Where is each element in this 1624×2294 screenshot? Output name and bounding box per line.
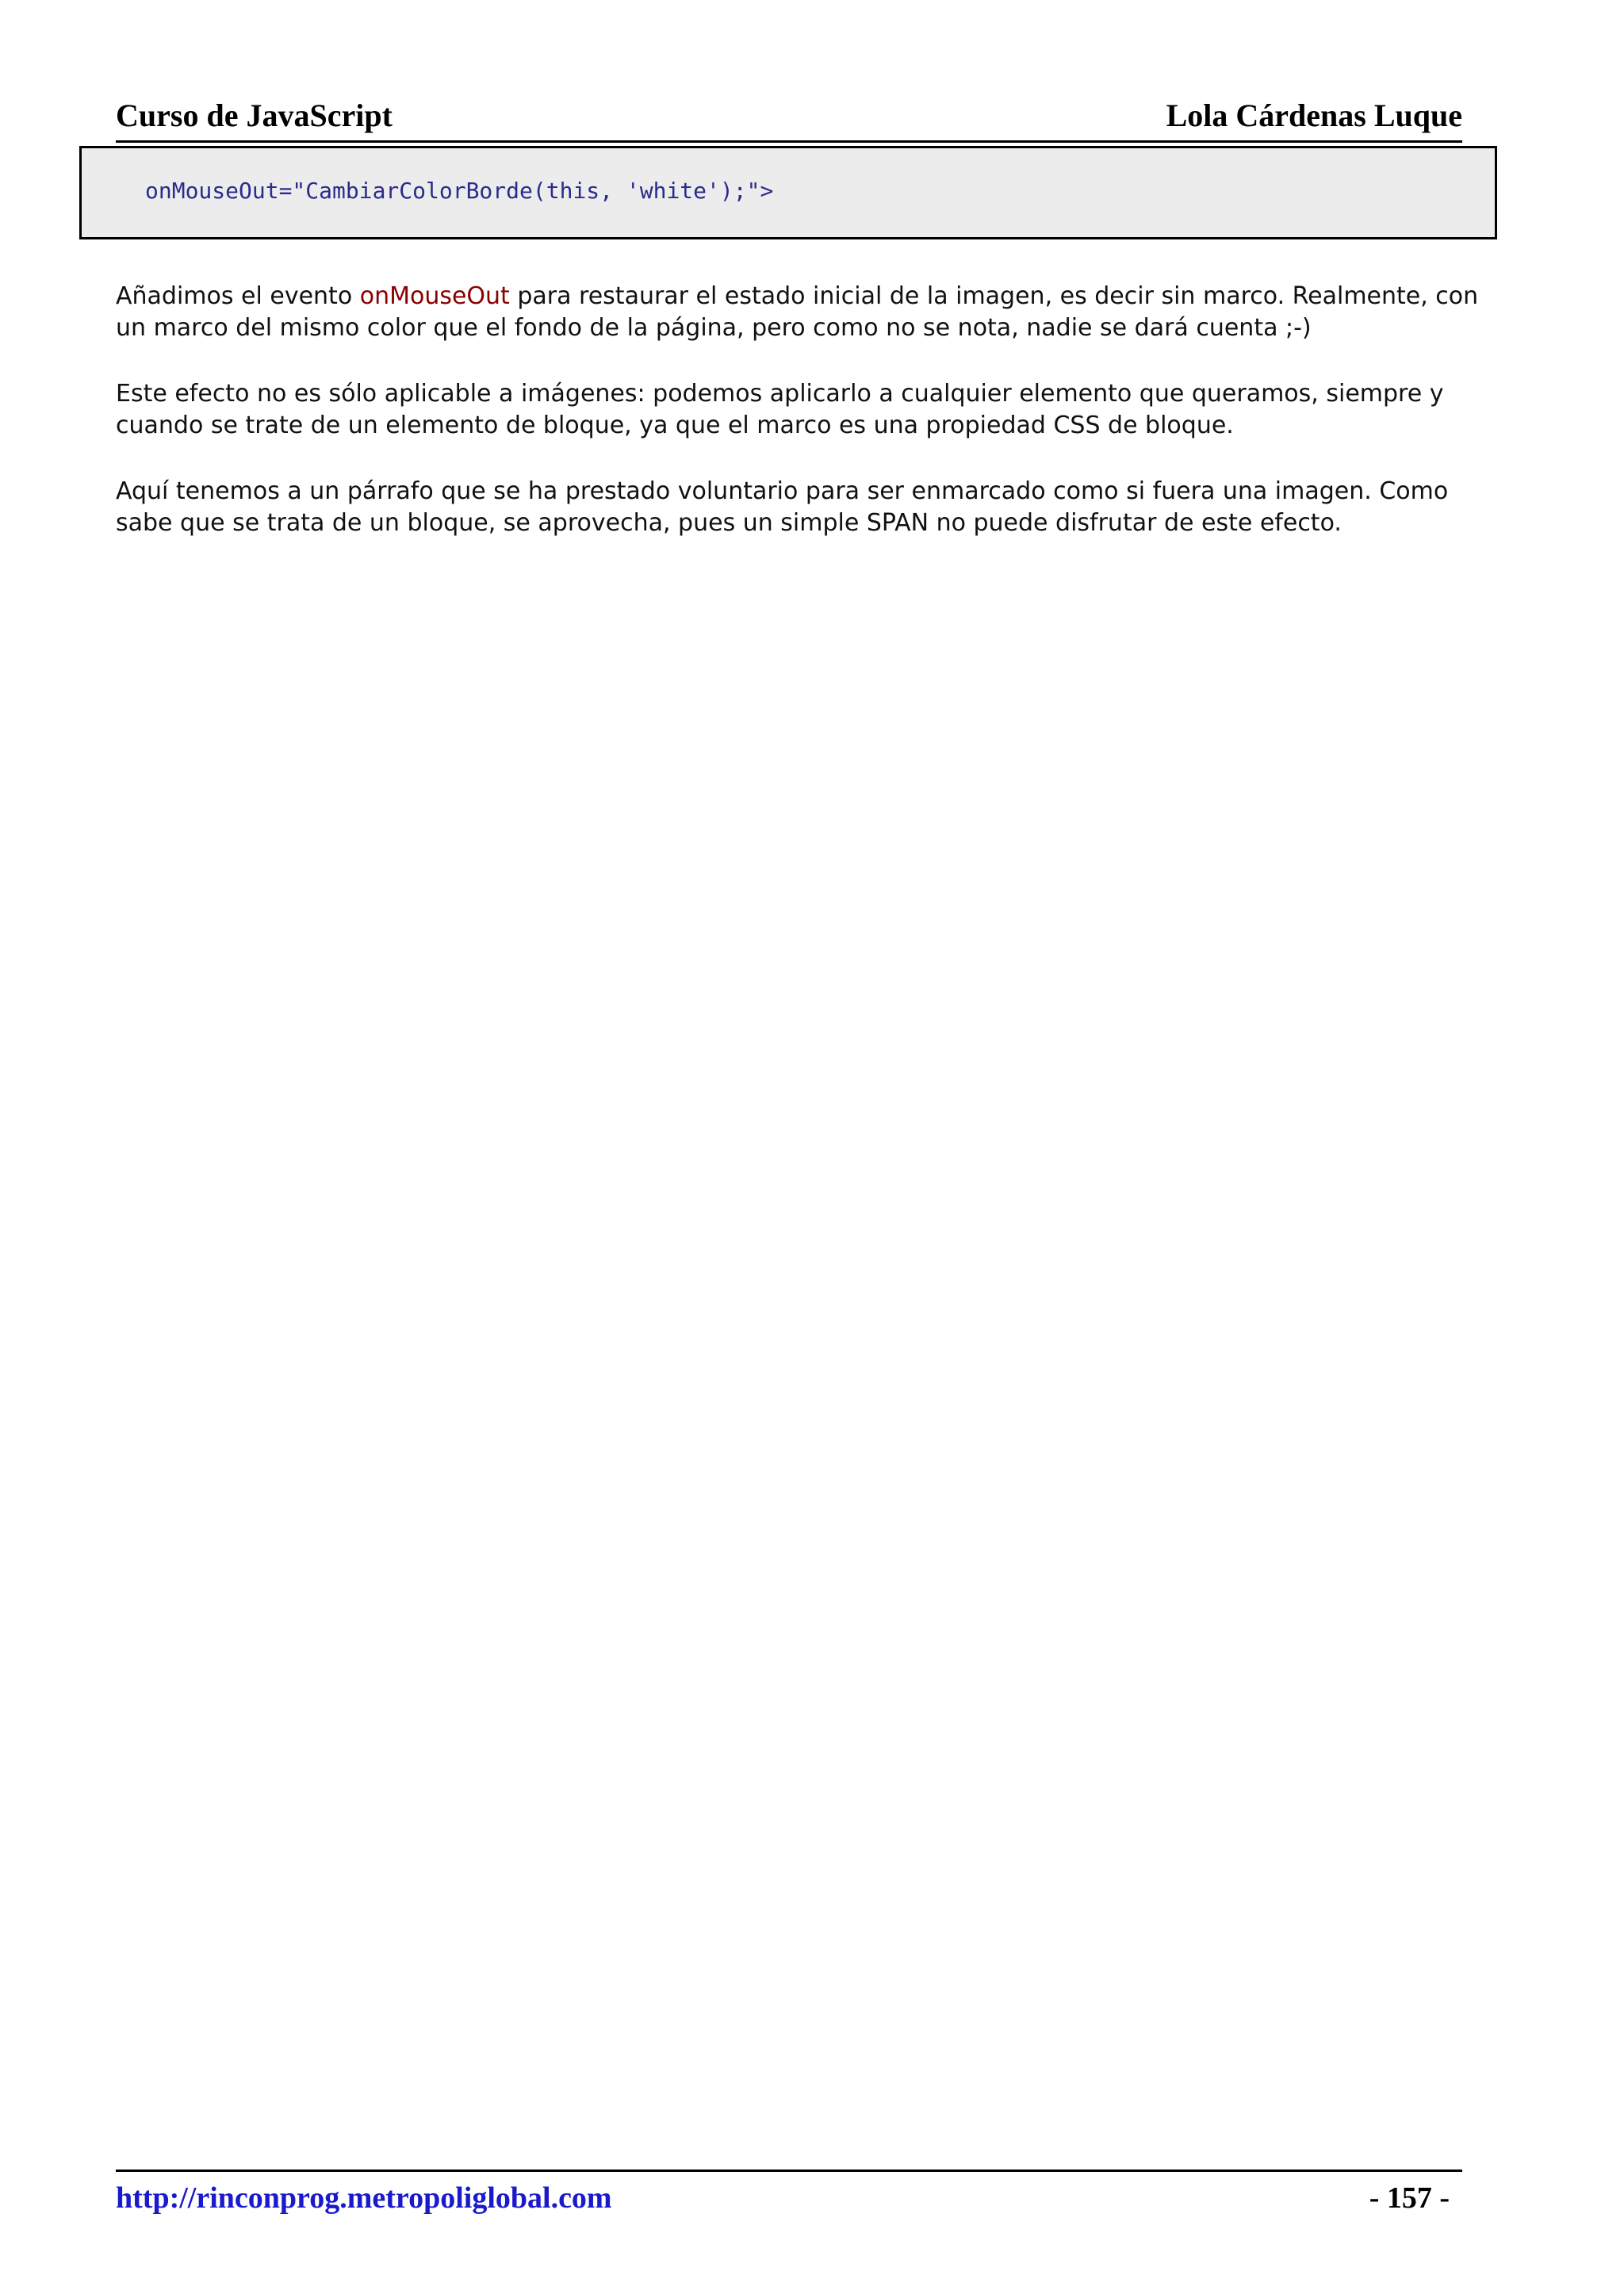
paragraph-1-end: para restaurar el estado inicial de la imagen, es decir sin marco. Realmente, con un marco del mismo color que el fondo de la página, pero como no se nota, nadie se dará cuenta ;-) <box>116 282 1479 342</box>
body-text <box>116 281 1480 573</box>
event-keyword: onMouseOut <box>359 282 510 310</box>
course-title: Curso de JavaScript <box>116 98 393 133</box>
code-line: onMouseOut="CambiarColorBorde(this, 'white');"> <box>145 178 774 204</box>
code-block <box>79 146 1497 239</box>
paragraph-2: Este efecto no es sólo aplicable a imágenes: podemos aplicarlo a cualquier elemento que queramos, siempre y cuando se trate de un elemento de bloque, ya que el marco es una propiedad CSS de bloque. <box>116 380 1444 439</box>
page-number: - 157 - <box>1369 2181 1450 2215</box>
paragraph-3: Aquí tenemos a un párrafo que se ha prestado voluntario para ser enmarcado como si fuera una imagen. Como sabe que se trata de un bloque, se aprovecha, pues un simple SPAN no puede disfrutar de este efecto. <box>116 477 1449 537</box>
author-name: Lola Cárdenas Luque <box>1166 98 1462 133</box>
footer-link[interactable]: http://rinconprog.metropoliglobal.com <box>116 2181 612 2215</box>
page-footer <box>116 2170 1462 2225</box>
paragraph-1-start: Añadimos el evento <box>116 282 360 310</box>
page-header <box>116 94 1462 143</box>
paragraph-1 <box>116 281 1480 344</box>
